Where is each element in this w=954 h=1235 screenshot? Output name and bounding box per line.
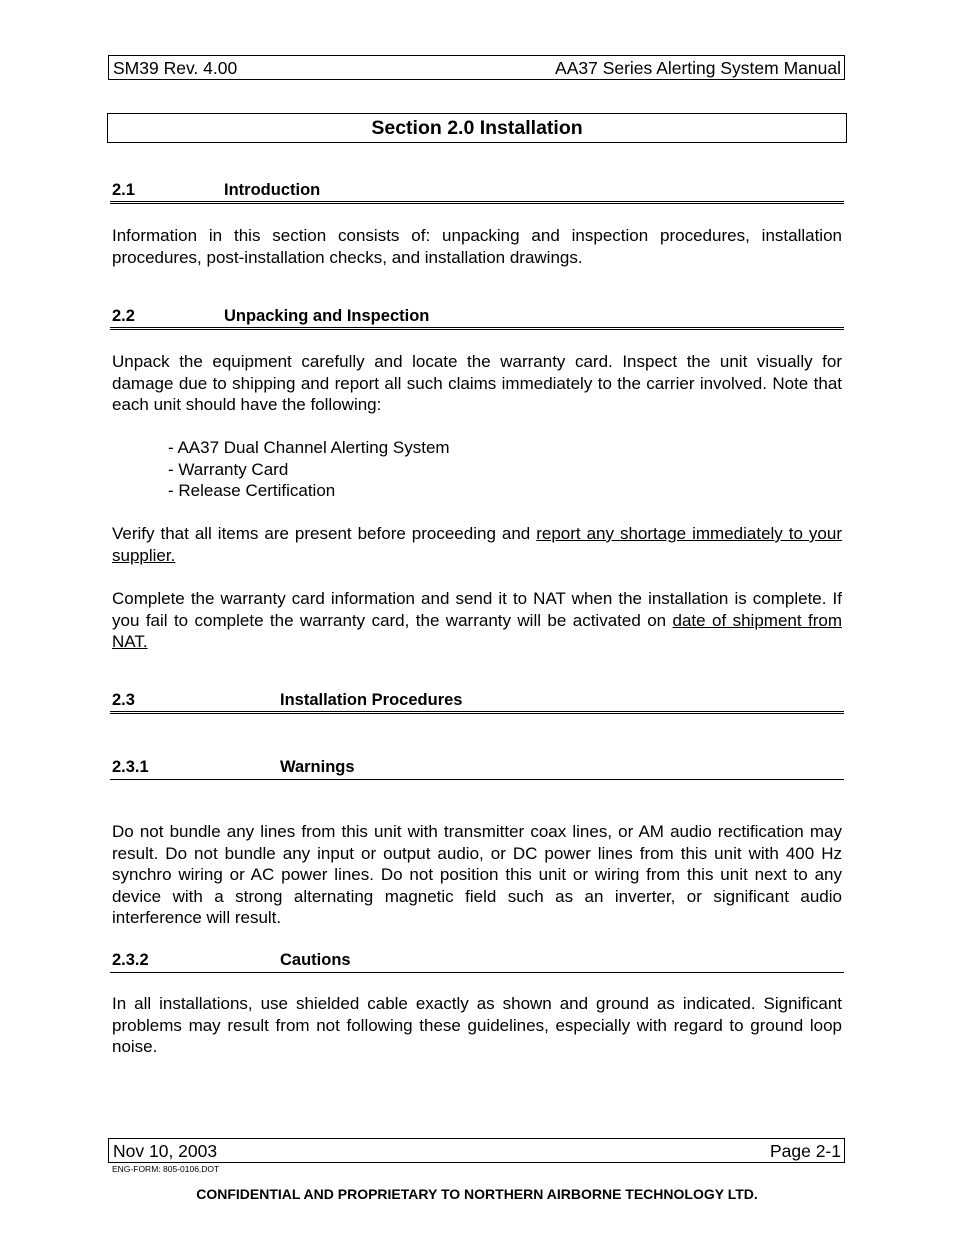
page-header bbox=[108, 55, 845, 80]
heading-text: Warnings bbox=[280, 758, 355, 776]
verify-text: Verify that all items are present before proceeding and bbox=[112, 524, 537, 543]
heading-2-3-2 bbox=[110, 950, 844, 973]
heading-text: Cautions bbox=[280, 951, 351, 969]
warranty-text: Complete the warranty card information and send it to NAT when the installation is complete. If you fail to complete the warranty card, the warranty will be activated on bbox=[112, 589, 842, 630]
cautions-paragraph: In all installations, use shielded cable exactly as shown and ground as indicated. Significant problems may result from not following these guidelines, especially with regard to ground loop noise. bbox=[112, 994, 842, 1057]
heading-2-1 bbox=[110, 180, 844, 204]
list-item: - Release Certification bbox=[168, 481, 336, 501]
section-title: Section 2.0 Installation bbox=[107, 113, 847, 143]
list-item: - Warranty Card bbox=[168, 459, 289, 479]
heading-2-3 bbox=[110, 690, 844, 714]
heading-number: 2.1 bbox=[112, 181, 135, 199]
heading-number: 2.3 bbox=[112, 691, 135, 709]
footer-date: Nov 10, 2003 bbox=[113, 1141, 218, 1161]
contents-list bbox=[168, 437, 450, 502]
shortage-note: report any shortage immediately to your supplier. bbox=[112, 524, 842, 565]
page-footer bbox=[108, 1138, 845, 1163]
document-title: AA37 Series Alerting System Manual bbox=[555, 58, 841, 78]
heading-text: Installation Procedures bbox=[280, 691, 463, 709]
page-number: Page 2-1 bbox=[769, 1141, 841, 1161]
heading-number: 2.3.2 bbox=[112, 951, 149, 969]
list-item: - AA37 Dual Channel Alerting System bbox=[168, 438, 450, 457]
heading-text: Introduction bbox=[224, 181, 321, 199]
heading-number: 2.3.1 bbox=[112, 758, 149, 776]
shipment-date-note: date of shipment from NAT. bbox=[112, 610, 842, 652]
confidential-notice: CONFIDENTIAL AND PROPRIETARY TO NORTHERN AIRBORNE TECHNOLOGY LTD. bbox=[196, 1186, 758, 1202]
document-revision: SM39 Rev. 4.00 bbox=[113, 58, 238, 78]
heading-2-3-1 bbox=[110, 757, 844, 780]
warnings-paragraph: Do not bundle any lines from this unit with transmitter coax lines, or AM audio rectification may result. Do not bundle any input or output audio, or DC power lines from this unit with 400 Hz synchro wiring or AC power lines. Do not position this unit or wiring from this unit next to any device with a strong alternating magnetic field such as an inverter, or significant audio interference will result. bbox=[112, 822, 842, 928]
heading-number: 2.2 bbox=[112, 307, 135, 325]
heading-text: Unpacking and Inspection bbox=[224, 307, 430, 325]
form-id: ENG-FORM: 805-0106.DOT bbox=[112, 1164, 220, 1174]
warranty-paragraph bbox=[112, 588, 842, 653]
verify-paragraph bbox=[112, 523, 842, 566]
heading-2-2 bbox=[110, 306, 844, 330]
intro-paragraph: Information in this section consists of: unpacking and inspection procedures, installation procedures, post-installation checks, and installation drawings. bbox=[112, 226, 842, 267]
unpacking-paragraph: Unpack the equipment carefully and locate the warranty card. Inspect the unit visually for damage due to shipping and report all such claims immediately to the carrier involved. Note that each unit should have the following: bbox=[112, 352, 842, 415]
